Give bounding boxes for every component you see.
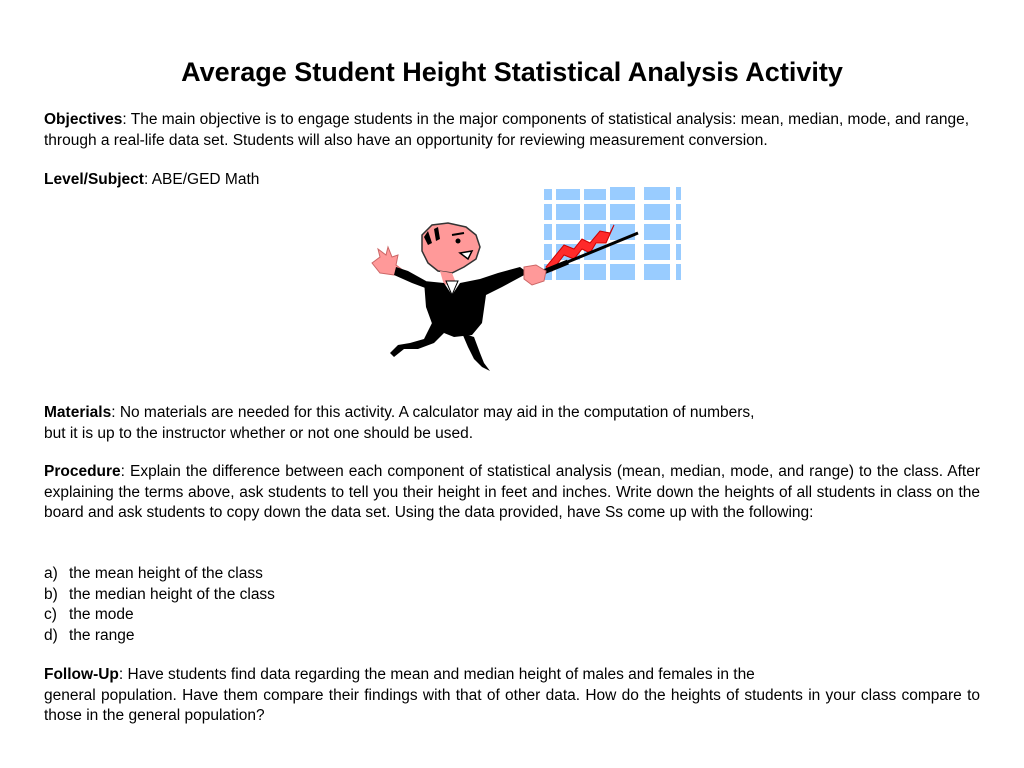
procedure-label: Procedure bbox=[44, 463, 121, 480]
followup-label: Follow-Up bbox=[44, 666, 119, 683]
materials-label: Materials bbox=[44, 404, 112, 421]
task-list bbox=[44, 564, 275, 646]
list-item-text: the mean height of the class bbox=[69, 565, 263, 582]
level-text: : ABE/GED Math bbox=[143, 171, 260, 188]
list-item bbox=[44, 605, 275, 626]
procedure-text: : Explain the difference between each component of statistical analysis (mean, median, mode, and range) to the class. After explaining the terms above, ask students to tell you their height in feet and inches. Write down the heights of all students in class on the board and ask students to copy down the data set. Using the data provided, have Ss come up with the following: bbox=[44, 463, 980, 521]
list-item bbox=[44, 585, 275, 606]
presenter-with-chart-icon bbox=[368, 183, 688, 375]
followup-paragraph bbox=[44, 665, 980, 727]
list-item-letter: d) bbox=[44, 626, 58, 644]
list-item-text: the mode bbox=[69, 606, 134, 623]
level-label: Level/Subject bbox=[44, 171, 144, 188]
followup-line-1: : Have students find data regarding the mean and median height of males and females in the bbox=[118, 666, 755, 683]
clipart-svg bbox=[368, 183, 688, 375]
objectives-paragraph bbox=[44, 110, 980, 151]
list-item bbox=[44, 626, 275, 647]
followup-line-2: general population. Have them compare their findings with that of other data. How do the heights of students in your class compare to those in the general population? bbox=[44, 686, 980, 724]
list-item-text: the median height of the class bbox=[69, 585, 275, 603]
materials-paragraph bbox=[44, 403, 980, 444]
list-item bbox=[44, 564, 275, 585]
list-item-letter: c) bbox=[44, 606, 57, 623]
page-title: Average Student Height Statistical Analysis Activity bbox=[181, 57, 843, 87]
materials-line-2: but it is up to the instructor whether or not one should be used. bbox=[44, 424, 474, 442]
procedure-paragraph bbox=[44, 462, 980, 524]
objectives-text: : The main objective is to engage students in the major components of statistical analysis: mean, median, mode, and range, through a real-life data set. Students will also have an opportunity for reviewing measurement conversion. bbox=[44, 111, 970, 149]
presenter-man-icon bbox=[372, 223, 546, 371]
list-item-text: the range bbox=[69, 626, 135, 644]
objectives-label: Objectives bbox=[44, 111, 123, 128]
list-item-letter: b) bbox=[44, 585, 58, 603]
list-item-letter: a) bbox=[44, 565, 58, 582]
materials-line-1: : No materials are needed for this activity. A calculator may aid in the computation of numbers, bbox=[111, 404, 755, 421]
